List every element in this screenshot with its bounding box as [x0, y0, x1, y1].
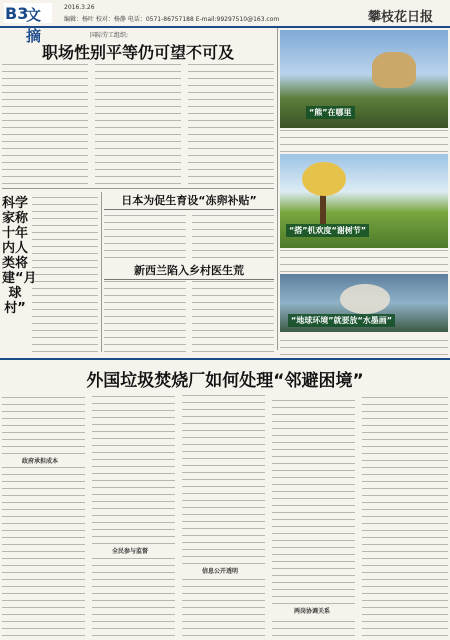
article2-title: 科学家称十年内人类将建“月球村” — [2, 196, 37, 316]
section-name: 文摘 — [26, 6, 42, 45]
editor-line: 编辑：杨叶 校对：杨静 电话：0571-86757188 E-mail:99297510@163.com — [64, 16, 280, 23]
article5-subhead-3: 信息公开透明 — [202, 568, 239, 575]
column-divider — [277, 28, 278, 350]
article1-col1 — [2, 62, 88, 184]
article-moon-village — [2, 192, 98, 352]
photo-bear — [280, 30, 448, 128]
article-waste-incineration — [2, 364, 448, 638]
article3-col1 — [104, 210, 186, 258]
photo1-text — [280, 130, 448, 152]
article1-col3 — [188, 62, 274, 184]
article5-subhead-4: 两岗协调关系 — [294, 608, 331, 615]
article2-text — [32, 192, 98, 352]
article1-kicker: 国际劳工组织: — [90, 32, 129, 39]
article4-col2 — [192, 280, 274, 352]
article5-col3a — [182, 394, 265, 564]
article5-col4a — [272, 394, 355, 604]
bear-figure — [372, 52, 416, 88]
photo1-caption: “熊”在哪里 — [306, 106, 355, 119]
tree-crown — [302, 162, 346, 196]
article1-col2 — [95, 62, 181, 184]
article5-col3b — [182, 576, 265, 636]
article4-title: 新西兰陷入乡村医生荒 — [104, 262, 274, 280]
photo-ink-painting — [280, 274, 448, 332]
article5-col4b — [272, 616, 355, 636]
column-divider-2 — [101, 192, 102, 352]
article-doctor-shortage — [104, 262, 274, 352]
section-code: B3 — [5, 4, 29, 23]
article3-col2 — [192, 210, 274, 258]
article5-col2b — [92, 556, 175, 636]
article5-col5 — [362, 394, 448, 636]
article1-title: 职场性别平等仍可望不可及 — [41, 43, 234, 62]
lake-reflection — [340, 284, 390, 314]
row-divider — [2, 188, 274, 189]
article-gender-equality — [2, 28, 274, 186]
article5-subhead-1: 政府承担成本 — [22, 458, 59, 465]
article5-subhead-2: 全民参与监督 — [112, 548, 149, 555]
photo2-caption: “搭”机欢度“谢树节” — [286, 224, 369, 237]
photo3-caption: “地球环境”就要放“水墨画” — [288, 314, 395, 327]
issue-date: 2016.3.26 — [64, 4, 95, 11]
article4-col1 — [104, 280, 186, 352]
paper-name: 攀枝花日报 — [368, 10, 434, 25]
article5-title: 外国垃圾焚烧厂如何处理“邻避困境” — [86, 371, 364, 391]
photo2-text — [280, 250, 448, 272]
article5-col1b — [2, 466, 85, 636]
main-divider — [0, 358, 450, 360]
photo-tree-festival — [280, 154, 448, 248]
photo3-text — [280, 335, 448, 355]
article5-col1a — [2, 394, 85, 454]
article-egg-freezing — [104, 192, 274, 258]
article3-title: 日本为促生育设“冻卵补贴” — [104, 192, 274, 210]
section-badge — [4, 3, 52, 45]
article5-col2a — [92, 394, 175, 544]
